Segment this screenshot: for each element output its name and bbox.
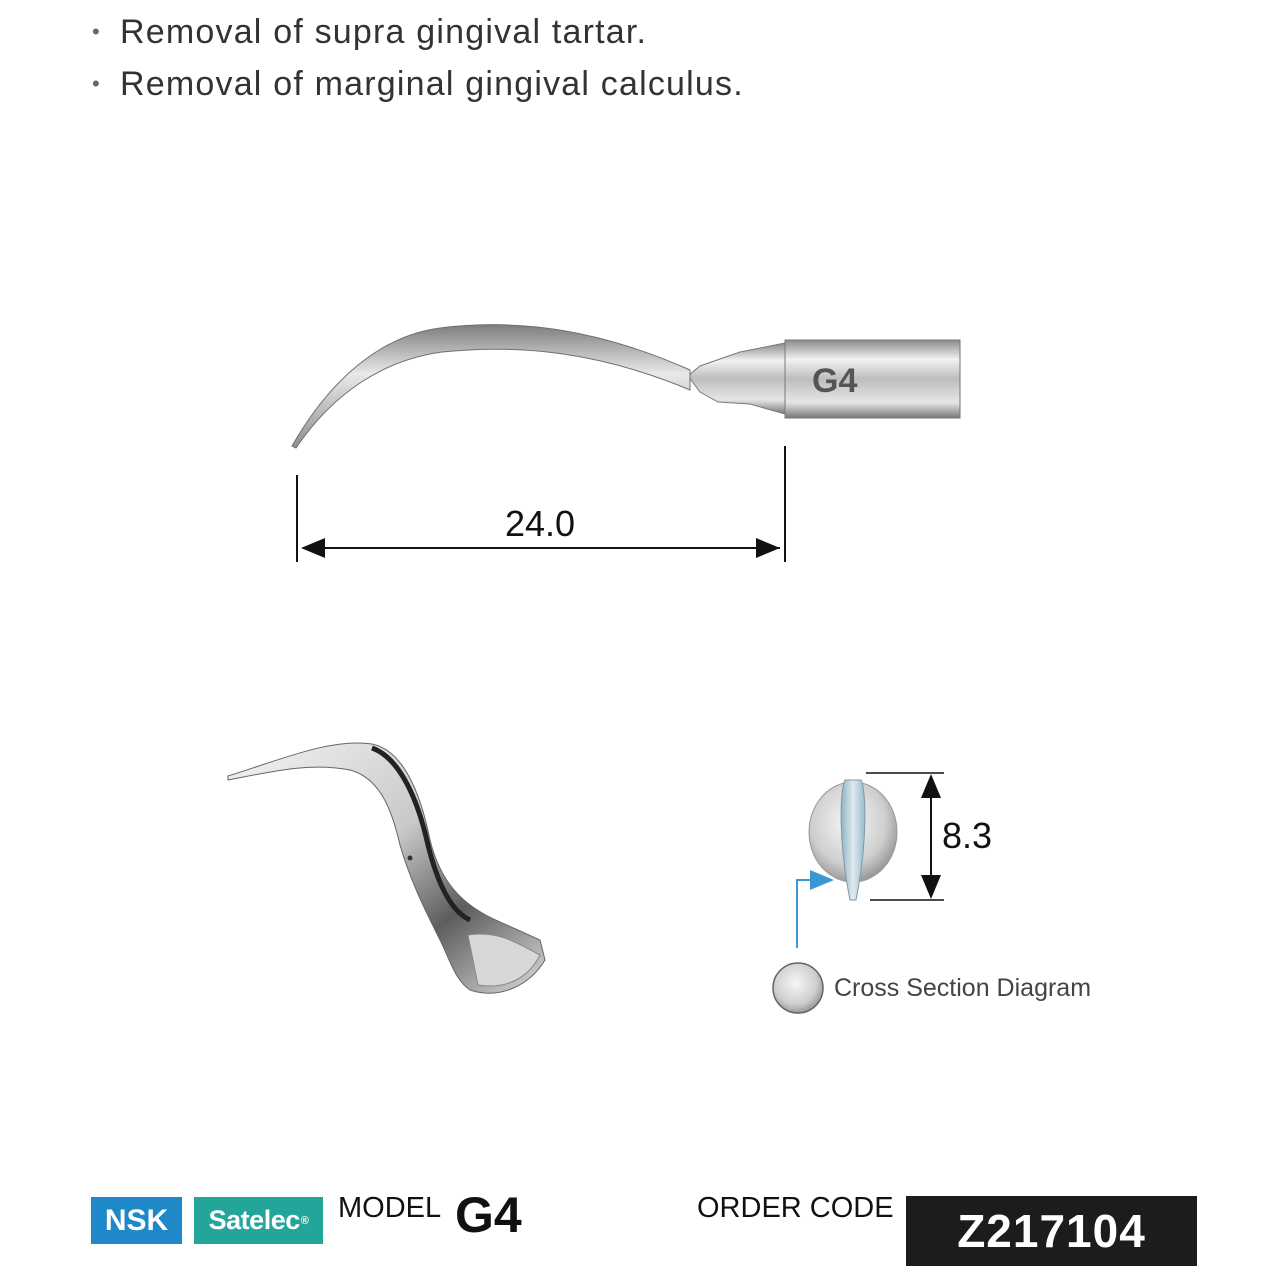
tip-side-view bbox=[292, 325, 960, 448]
order-code-value: Z217104 bbox=[906, 1196, 1197, 1266]
feature-text: Removal of marginal gingival calculus. bbox=[120, 65, 744, 103]
bullet-icon: • bbox=[92, 19, 101, 44]
satelec-logo bbox=[194, 1197, 323, 1244]
nsk-logo-text: NSK bbox=[104, 1203, 169, 1237]
tip-marking: G4 bbox=[812, 362, 858, 400]
cross-section-label: Cross Section Diagram bbox=[834, 974, 1092, 1002]
length-dimension bbox=[297, 446, 785, 562]
feature-text: Removal of supra gingival tartar. bbox=[120, 13, 648, 51]
satelec-logo-text: Satelec bbox=[208, 1205, 300, 1235]
registered-mark: ® bbox=[300, 1214, 309, 1227]
order-code-label: ORDER CODE bbox=[697, 1192, 894, 1224]
bullet-icon: • bbox=[92, 71, 101, 96]
model-label: MODEL bbox=[338, 1192, 442, 1224]
model-value: G4 bbox=[455, 1187, 522, 1243]
cross-section-icon bbox=[773, 963, 823, 1013]
tip-perspective-view bbox=[228, 743, 545, 993]
height-value: 8.3 bbox=[942, 815, 993, 856]
nsk-logo bbox=[91, 1197, 182, 1244]
length-value: 24.0 bbox=[504, 503, 576, 544]
